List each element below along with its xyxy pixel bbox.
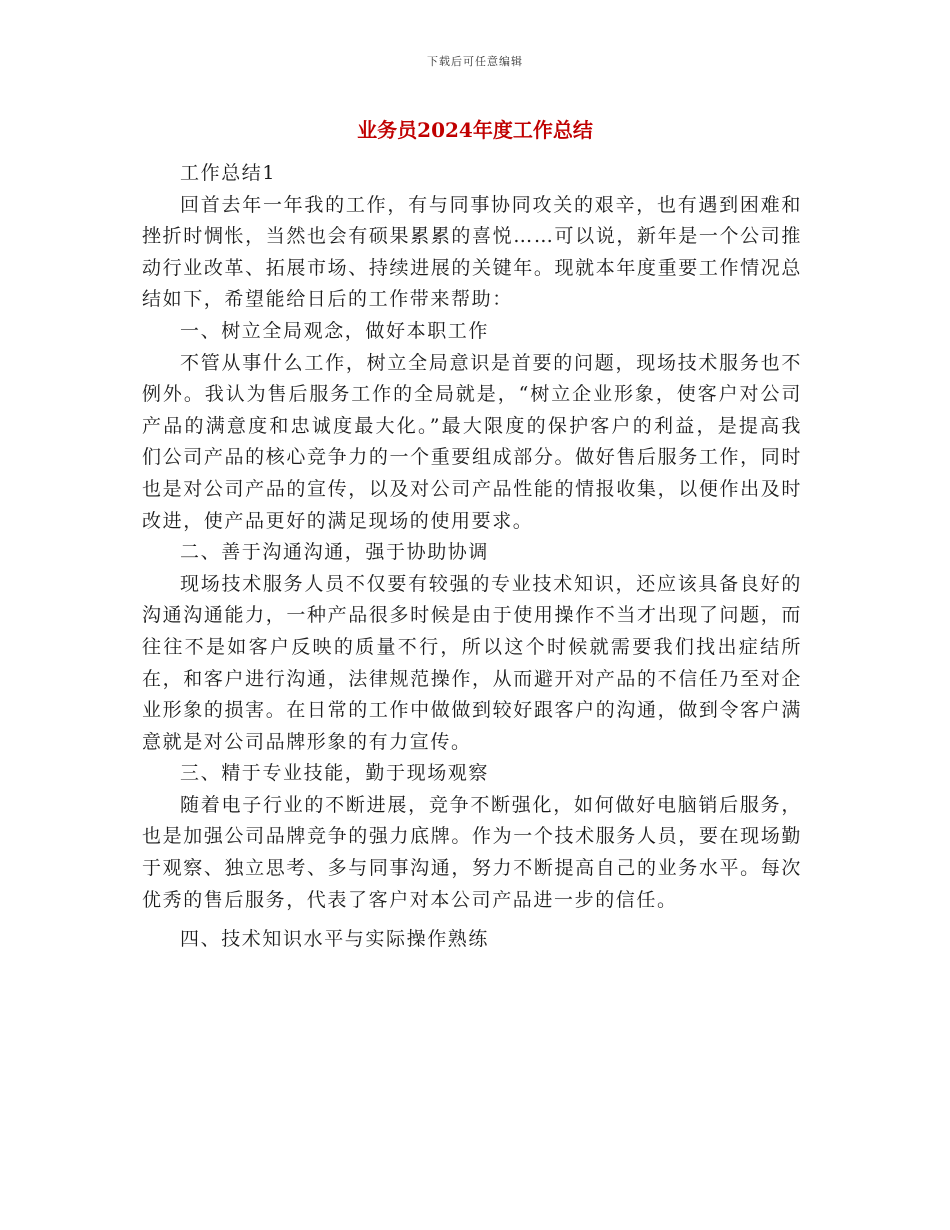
paragraph: 回首去年一年我的工作，有与同事协同攻关的艰辛，也有遇到困难和挫折时惆怅，当然也会有硕果累累的喜悦……可以说，新年是一个公司推动行业改革、拓展市场、持续进展的关键年。现就本年度重要工作情况总结如下，希望能给日后的工作带来帮助： [142,193,802,311]
section-heading: 三、精于专业技能，勤于现场观察 [180,762,490,785]
paragraph: 不管从事什么工作，树立全局意识是首要的问题，现场技术服务也不例外。我认为售后服务工作的全局就是，“树立企业形象，使客户对公司产品的满意度和忠诚度最大化。”最大限度的保护客户的利益，是提高我们公司产品的核心竞争力的一个重要组成部分。做好售后服务工作，同时也是对公司产品的宣传，以及对公司产品性能的情报收集，以便作出及时改进，使产品更好的满足现场的使用要求。 [142,351,802,532]
page-header-note: 下载后可任意编辑 [427,55,523,68]
document-title: 业务员2024年度工作总结 [357,118,593,142]
section-heading: 一、树立全局观念，做好本职工作 [180,319,490,342]
paragraph: 随着电子行业的不断进展，竞争不断强化，如何做好电脑销后服务，也是加强公司品牌竞争的强力底牌。作为一个技术服务人员，要在现场勤于观察、独立思考、多与同事沟通，努力不断提高自己的业务水平。每次优秀的售后服务，代表了客户对本公司产品进一步的信任。 [142,793,802,911]
section-heading: 工作总结1 [180,162,277,184]
paragraph: 现场技术服务人员不仅要有较强的专业技术知识，还应该具备良好的沟通沟通能力，一种产品很多时候是由于使用操作不当才出现了问题，而往往不是如客户反映的质量不行，所以这个时候就需要我们找出症结所在，和客户进行沟通，法律规范操作，从而避开对产品的不信任乃至对企业形象的损害。在日常的工作中做做到较好跟客户的沟通，做到令客户满意就是对公司品牌形象的有力宣传。 [142,572,802,753]
section-heading: 四、技术知识水平与实际操作熟练 [180,928,490,951]
section-heading: 二、善于沟通沟通，强于协助协调 [180,541,490,564]
document-body [142,158,802,956]
